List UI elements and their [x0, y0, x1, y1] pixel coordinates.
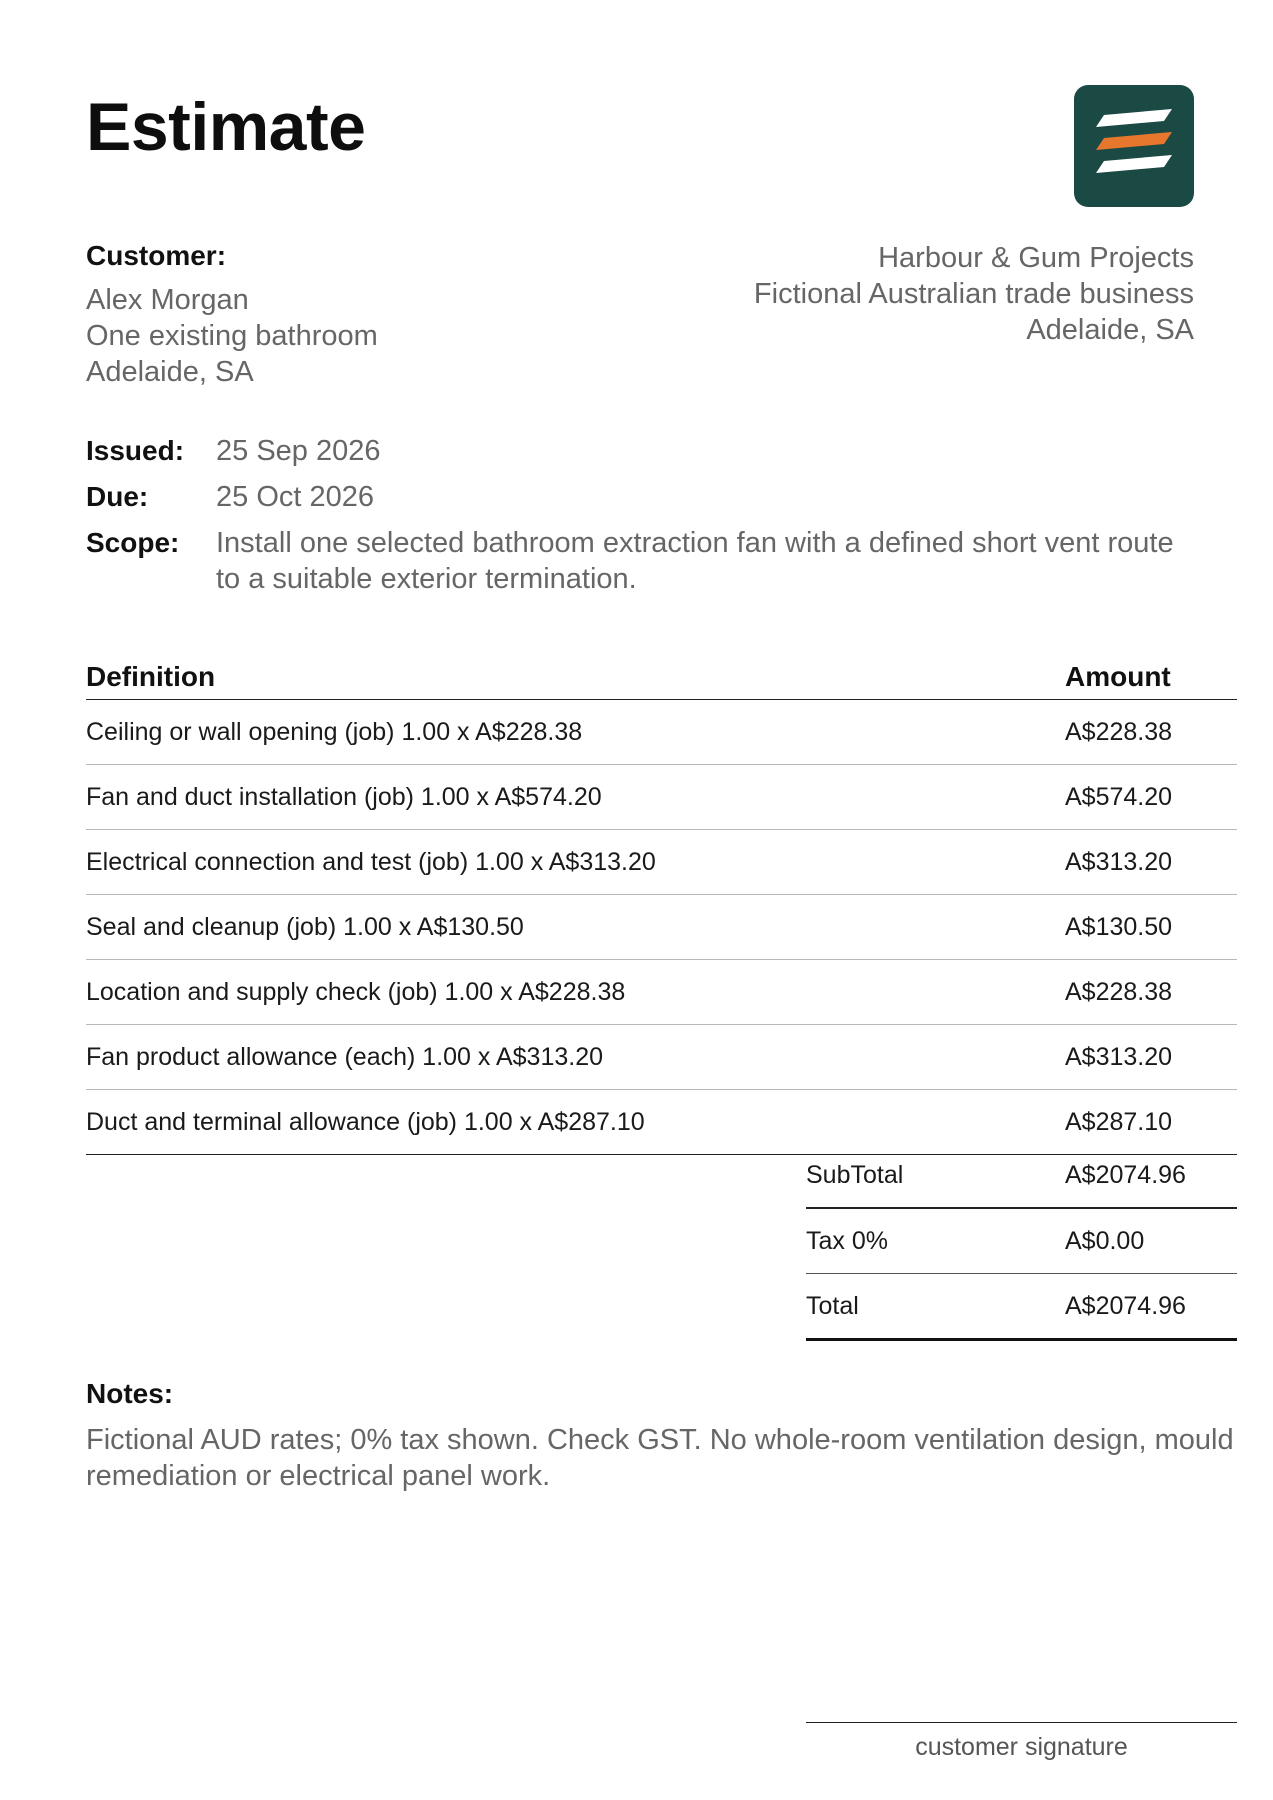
due-date: 25 Oct 2026: [216, 481, 374, 513]
company-logo: [1074, 85, 1194, 207]
item-definition: Fan product allowance (each) 1.00 x A$313.20: [86, 1042, 604, 1071]
table-row: [86, 830, 1237, 895]
table-row: [86, 895, 1237, 960]
notes-block: [86, 1378, 1246, 1494]
item-definition: Ceiling or wall opening (job) 1.00 x A$228.38: [86, 717, 583, 746]
item-amount: A$313.20: [1065, 1042, 1173, 1071]
item-definition: Location and supply check (job) 1.00 x A$228.38: [86, 977, 626, 1006]
notes-label: Notes:: [86, 1378, 174, 1409]
item-definition: Duct and terminal allowance (job) 1.00 x A$287.10: [86, 1107, 645, 1136]
subtotal-row: [806, 1143, 1237, 1209]
total-row: [806, 1274, 1237, 1341]
scope-label: Scope:: [86, 527, 180, 558]
item-amount: A$130.50: [1065, 912, 1173, 941]
estimate-meta: [86, 433, 1196, 607]
tax-value: A$0.00: [1065, 1226, 1145, 1255]
total-value: A$2074.96: [1065, 1291, 1186, 1320]
company-description: Fictional Australian trade business: [753, 278, 1194, 310]
customer-property: One existing bathroom: [86, 320, 378, 352]
signature-caption: customer signature: [915, 1733, 1128, 1761]
issued-date: 25 Sep 2026: [216, 435, 381, 467]
item-definition: Electrical connection and test (job) 1.00 x A$313.20: [86, 847, 656, 876]
company-location: Adelaide, SA: [1026, 314, 1194, 346]
item-amount: A$287.10: [1065, 1107, 1173, 1136]
item-definition: Fan and duct installation (job) 1.00 x A$574.20: [86, 782, 602, 811]
line-items-header: [86, 655, 1237, 700]
document-title: Estimate: [86, 89, 366, 165]
stacked-layers-logo-icon: [1074, 85, 1194, 207]
subtotal-label: SubTotal: [806, 1160, 904, 1189]
item-amount: A$574.20: [1065, 782, 1173, 811]
total-label: Total: [806, 1291, 859, 1320]
definition-column-header: Definition: [86, 661, 216, 692]
notes-text: Fictional AUD rates; 0% tax shown. Check GST. No whole-room ventilation design, mould remediation or electrical panel work.: [86, 1424, 1234, 1492]
due-label: Due:: [86, 481, 149, 512]
customer-label: Customer:: [86, 240, 227, 271]
table-row: [86, 960, 1237, 1025]
item-amount: A$228.38: [1065, 977, 1173, 1006]
company-block: [754, 240, 1194, 348]
customer-block: [86, 240, 378, 390]
table-row: [86, 700, 1237, 765]
scope-text: Install one selected bathroom extraction fan with a defined short vent route to a suitable exterior termination.: [216, 527, 1174, 595]
due-row: [86, 479, 1196, 515]
customer-location: Adelaide, SA: [86, 356, 254, 388]
subtotal-value: A$2074.96: [1065, 1160, 1186, 1189]
customer-name: Alex Morgan: [86, 284, 249, 316]
item-amount: A$228.38: [1065, 717, 1173, 746]
table-row: [86, 1025, 1237, 1090]
company-name: Harbour & Gum Projects: [878, 242, 1194, 274]
totals-block: [806, 1143, 1237, 1341]
tax-row: [806, 1209, 1237, 1274]
table-row: [86, 765, 1237, 830]
tax-label: Tax 0%: [806, 1226, 888, 1255]
scope-row: [86, 525, 1196, 597]
line-items-table: [86, 655, 1237, 1155]
amount-column-header: Amount: [1065, 661, 1171, 692]
issued-label: Issued:: [86, 435, 185, 466]
signature-line[interactable]: [806, 1722, 1237, 1762]
item-definition: Seal and cleanup (job) 1.00 x A$130.50: [86, 912, 524, 941]
item-amount: A$313.20: [1065, 847, 1173, 876]
issued-row: [86, 433, 1196, 469]
